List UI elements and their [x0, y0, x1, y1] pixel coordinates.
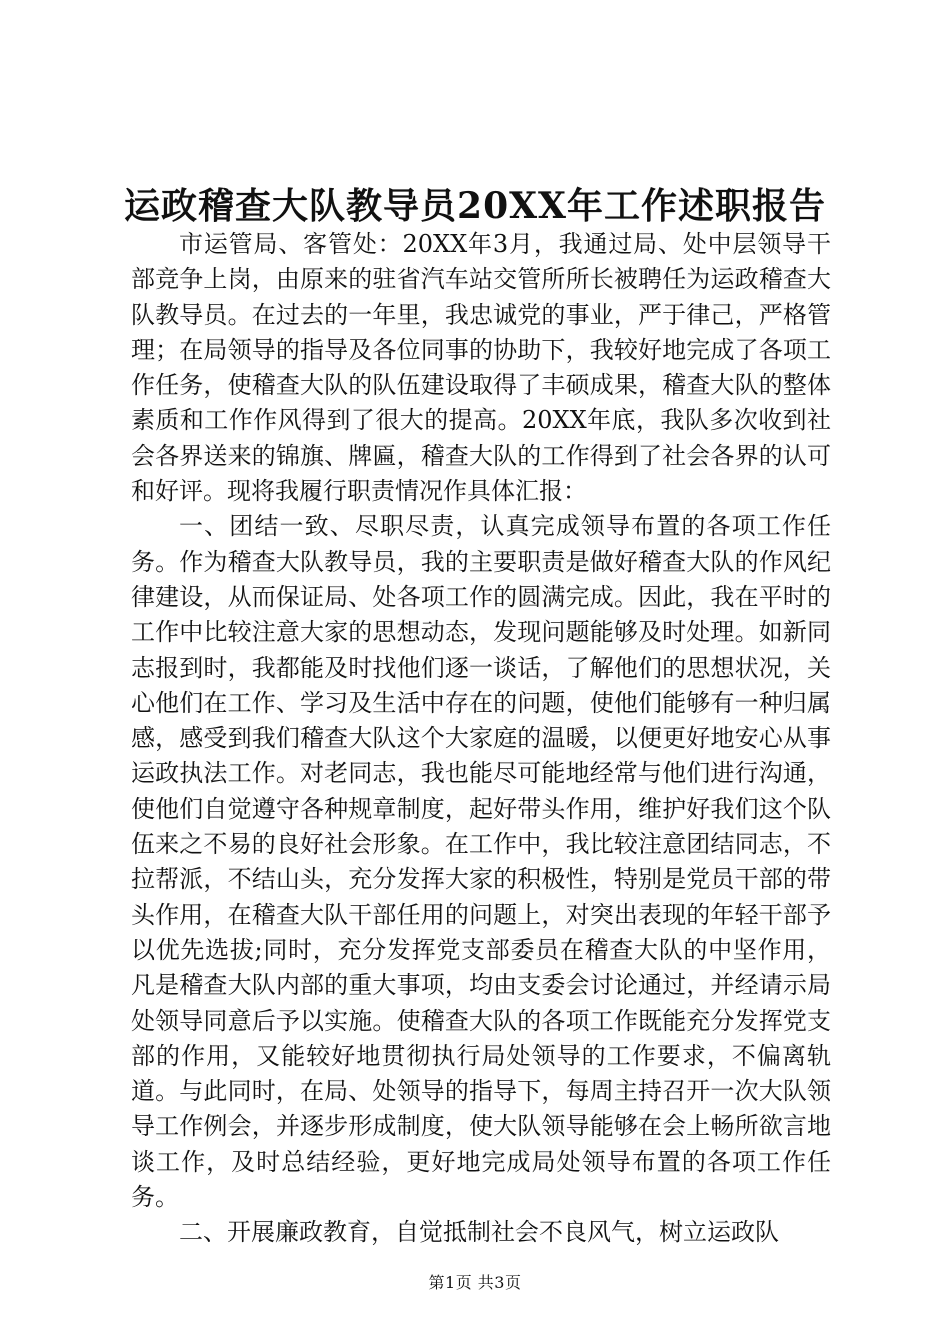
- paragraph-section-one: 一、团结一致、尽职尽责，认真完成领导布置的各项工作任务。作为稽查大队教导员，我的主要职责是做好稽查大队的作风纪律建设，从而保证局、处各项工作的圆满完成。因此，我在平时的工作中比较注意大家的思想动态，发现问题能够及时处理。如新同志报到时，我都能及时找他们逐一谈话，了解他们的思想状况，关心他们在工作、学习及生活中存在的问题，使他们能够有一种归属感，感受到我们稽查大队这个大家庭的温暖，以便更好地安心从事运政执法工作。对老同志，我也能尽可能地经常与他们进行沟通，使他们自觉遵守各种规章制度，起好带头作用，维护好我们这个队伍来之不易的良好社会形象。在工作中，我比较注意团结同志，不拉帮派，不结山头，充分发挥大家的积极性，特别是党员干部的带头作用，在稽查大队干部任用的问题上，对突出表现的年轻干部予以优先选拔;同时，充分发挥党支部委员在稽查大队的中坚作用，凡是稽查大队内部的重大事项，均由支委会讨论通过，并经请示局处领导同意后予以实施。使稽查大队的各项工作既能充分发挥党支部的作用，又能较好地贯彻执行局处领导的工作要求，不偏离轨道。与此同时，在局、处领导的指导下，每周主持召开一次大队领导工作例会，并逐步形成制度，使大队领导能够在会上畅所欲言地谈工作，及时总结经验，更好地完成局处领导布置的各项工作任务。: [131, 512, 831, 1212]
- paragraph-section-two: 二、开展廉政教育，自觉抵制社会不良风气，树立运政队: [179, 1218, 779, 1247]
- paragraph-intro: 市运管局、客管处：20XX年3月，我通过局、处中层领导干部竞争上岗，由原来的驻省汽车站交管所所长被聘任为运政稽查大队教导员。在过去的一年里，我忠诚党的事业，严于律己，严格管理；在局领导的指导及各位同事的协助下，我较好地完成了各项工作任务，使稽查大队的队伍建设取得了丰硕成果，稽查大队的整体素质和工作作风得到了很大的提高。20XX年底，我队多次收到社会各界送来的锦旗、牌匾，稽查大队的工作得到了社会各界的认可和好评。现将我履行职责情况作具体汇报：: [131, 230, 831, 506]
- document-title: 运政稽查大队教导员20XX年工作述职报告: [124, 185, 826, 227]
- document-body: [131, 227, 831, 1251]
- page-footer: 第1页 共3页: [428, 1273, 522, 1292]
